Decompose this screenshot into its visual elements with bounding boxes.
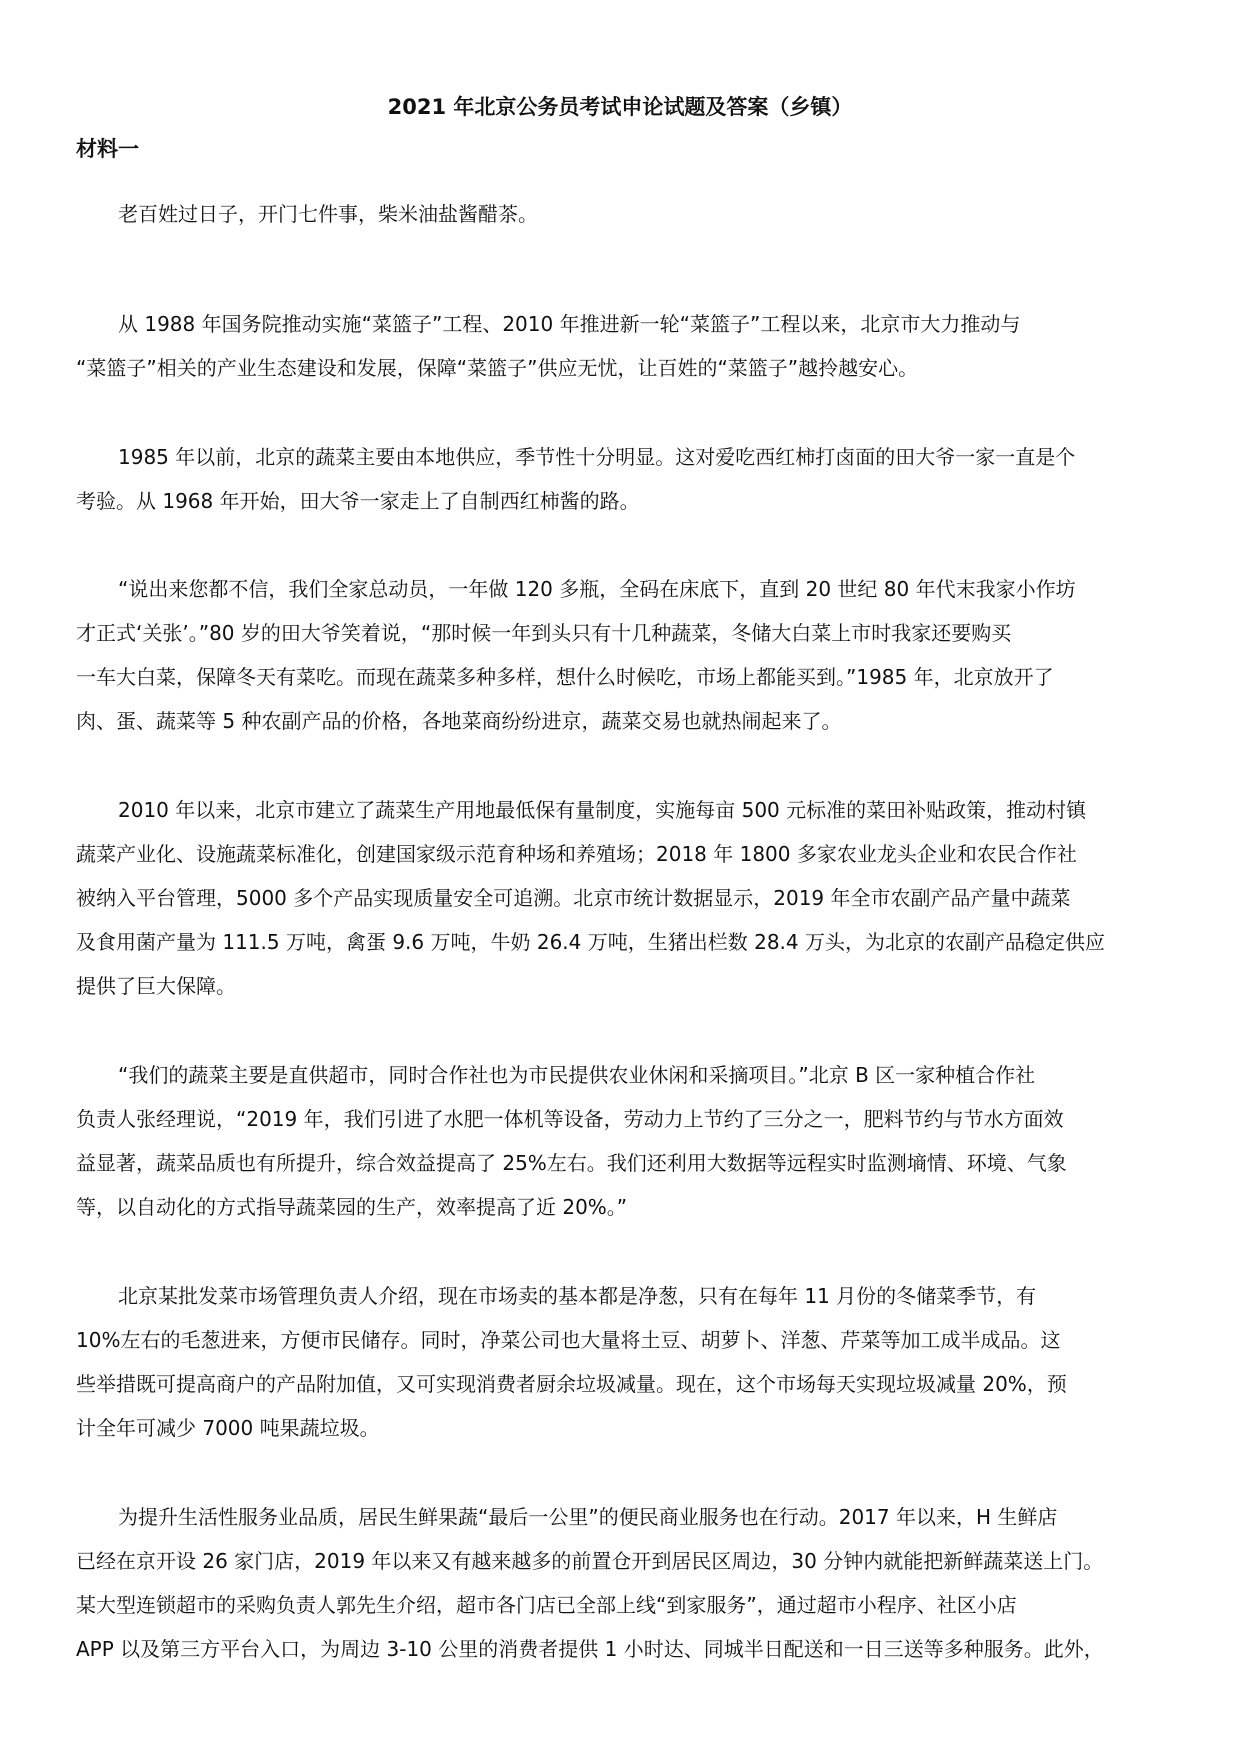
paragraph-line: 计全年可减少 7000 吨果蔬垃圾。 [76, 1416, 380, 1440]
paragraph [76, 435, 1166, 523]
paragraph-line: 被纳入平台管理，5000 多个产品实现质量安全可追溯。北京市统计数据显示，2019 年全市农副产品产量中蔬菜 [76, 886, 1071, 910]
paragraph-line: 1985 年以前，北京的蔬菜主要由本地供应，季节性十分明显。这对爱吃西红柿打卤面的田大爷一家一直是个 [118, 445, 1076, 469]
paragraph-line: “菜篮子”相关的产业生态建设和发展，保障“菜篮子”供应无忧，让百姓的“菜篮子”越拎越安心。 [76, 356, 919, 380]
paragraph-line: 等，以自动化的方式指导蔬菜园的生产，效率提高了近 20%。” [76, 1195, 628, 1219]
paragraph [76, 567, 1166, 743]
document-title: 2021 年北京公务员考试申论试题及答案（乡镇） [387, 95, 853, 119]
paragraph [76, 788, 1166, 1008]
paragraph-line: 提供了巨大保障。 [76, 974, 236, 998]
paragraph-line: 益显著，蔬菜品质也有所提升，综合效益提高了 25%左右。我们还利用大数据等远程实时监测墒情、环境、气象 [76, 1151, 1067, 1175]
paragraph-line: 肉、蛋、蔬菜等 5 种农副产品的价格，各地菜商纷纷进京，蔬菜交易也就热闹起来了。 [76, 709, 842, 733]
paragraph-line: 已经在京开设 26 家门店，2019 年以来又有越来越多的前置仓开到居民区周边，30 分钟内就能把新鲜蔬菜送上门。 [76, 1549, 1104, 1573]
paragraph [76, 1274, 1166, 1450]
paragraph-line: 些举措既可提高商户的产品附加值，又可实现消费者厨余垃圾减量。现在，这个市场每天实现垃圾减量 20%，预 [76, 1372, 1067, 1396]
paragraph [76, 1495, 1166, 1671]
paragraph-line: APP 以及第三方平台入口，为周边 3-10 公里的消费者提供 1 小时达、同城半日配送和一日三送等多种服务。此外， [76, 1637, 1104, 1661]
paragraph-line: 2010 年以来，北京市建立了蔬菜生产用地最低保有量制度，实施每亩 500 元标准的菜田补贴政策，推动村镇 [118, 798, 1087, 822]
paragraph [76, 302, 1166, 390]
paragraph-line: 负责人张经理说，“2019 年，我们引进了水肥一体机等设备，劳动力上节约了三分之一，肥料节约与节水方面效 [76, 1107, 1064, 1131]
paragraph-line: “我们的蔬菜主要是直供超市，同时合作社也为市民提供农业休闲和采摘项目。”北京 B 区一家种植合作社 [118, 1063, 1036, 1087]
paragraph-line: 及食用菌产量为 111.5 万吨，禽蛋 9.6 万吨，牛奶 26.4 万吨，生猪出栏数 28.4 万头，为北京的农副产品稳定供应 [76, 930, 1105, 954]
paragraph-line: 老百姓过日子，开门七件事，柴米油盐酱醋茶。 [118, 202, 538, 226]
paragraph-line: “说出来您都不信，我们全家总动员，一年做 120 多瓶，全码在床底下，直到 20 世纪 80 年代末我家小作坊 [118, 577, 1076, 601]
paragraph-line: 某大型连锁超市的采购负责人郭先生介绍，超市各门店已全部上线“到家服务”，通过超市小程序、社区小店 [76, 1593, 1017, 1617]
paragraph-line: 北京某批发菜市场管理负责人介绍，现在市场卖的基本都是净葱，只有在每年 11 月份的冬储菜季节，有 [118, 1284, 1037, 1308]
section-heading: 材料一 [76, 137, 139, 161]
paragraph-line: 从 1988 年国务院推动实施“菜篮子”工程、2010 年推进新一轮“菜篮子”工程以来，北京市大力推动与 [118, 312, 1021, 336]
paragraph [76, 192, 1166, 236]
paragraph-line: 一车大白菜，保障冬天有菜吃。而现在蔬菜多种多样，想什么时候吃，市场上都能买到。”1985 年，北京放开了 [76, 665, 1054, 689]
paragraph-line: 为提升生活性服务业品质，居民生鲜果蔬“最后一公里”的便民商业服务也在行动。2017 年以来，H 生鲜店 [118, 1505, 1058, 1529]
paragraph-line: 蔬菜产业化、设施蔬菜标准化，创建国家级示范育种场和养殖场；2018 年 1800 多家农业龙头企业和农民合作社 [76, 842, 1077, 866]
paragraph-line: 10%左右的毛葱进来，方便市民储存。同时，净菜公司也大量将土豆、胡萝卜、洋葱、芹菜等加工成半成品。这 [76, 1328, 1061, 1352]
paragraph-line: 才正式‘关张’。”80 岁的田大爷笑着说，“那时候一年到头只有十几种蔬菜，冬储大白菜上市时我家还要购买 [76, 621, 1012, 645]
paragraph-line: 考验。从 1968 年开始，田大爷一家走上了自制西红柿酱的路。 [76, 489, 640, 513]
paragraph [76, 1053, 1166, 1229]
